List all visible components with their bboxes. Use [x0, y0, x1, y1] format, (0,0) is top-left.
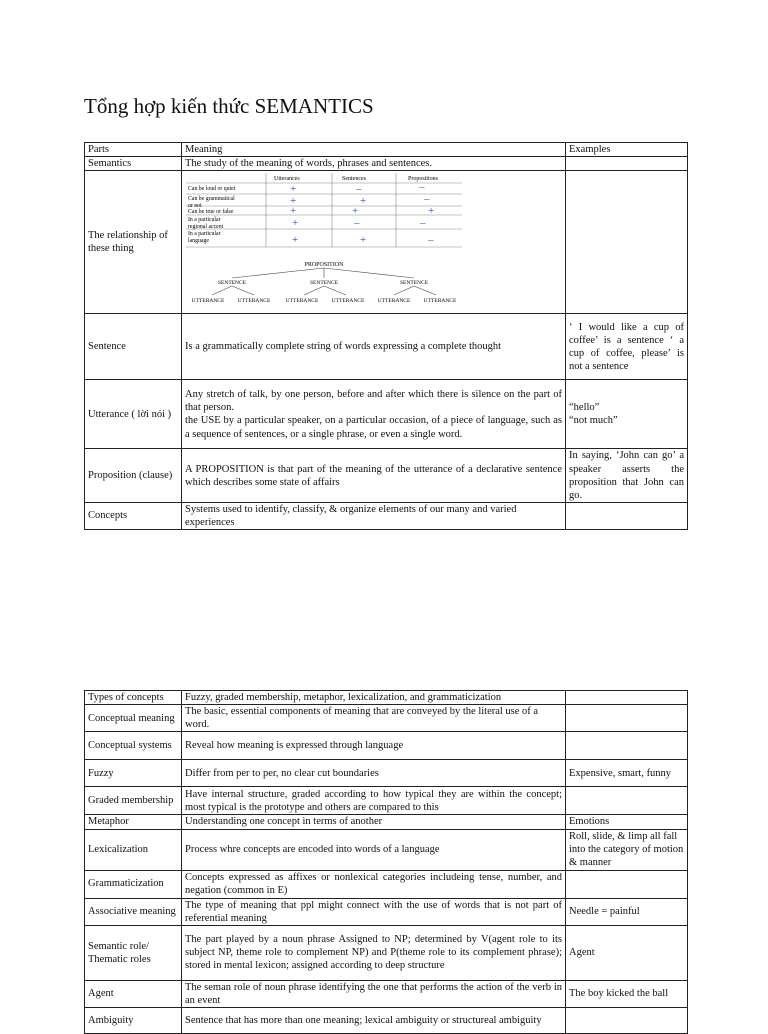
tree-sentence: SENTENCE	[217, 280, 247, 287]
diagram-mark: –	[428, 234, 434, 247]
part-cell: Agent	[85, 980, 182, 1007]
diagram-mark: +	[290, 195, 297, 208]
example-cell: Roll, slide, & limp all fall into the category of motion & manner	[566, 829, 688, 870]
table-row	[85, 314, 688, 380]
table-row	[85, 898, 688, 925]
table-row	[85, 829, 688, 870]
meaning-cell: The part played by a noun phrase Assigned to NP; determined by V(agent role to its subject NP, theme role to complement NP) and P(theme role to its complement phrase); stored in mental lexicon; assigned according to deep structure	[182, 925, 566, 980]
meaning-cell: Fuzzy, graded membership, metaphor, lexicalization, and grammaticization	[182, 691, 566, 705]
tree-utterance: UTTERANCE	[331, 298, 365, 305]
table-row	[85, 691, 688, 705]
example-cell: Agent	[566, 925, 688, 980]
example-cell	[566, 502, 688, 529]
part-cell: Ambiguity	[85, 1008, 182, 1034]
meaning-cell: Differ from per to per, no clear cut boundaries	[182, 760, 566, 787]
meaning-cell: The seman role of noun phrase identifying the one that performs the action of the verb in an event	[182, 980, 566, 1007]
example-line: “hello”	[569, 402, 600, 414]
example-cell: The boy kicked the ball	[566, 980, 688, 1007]
table-row	[85, 732, 688, 760]
semantics-table	[84, 142, 688, 530]
table-row	[85, 502, 688, 529]
table-row	[85, 157, 688, 171]
diagram-mark: –	[354, 217, 360, 230]
meaning-cell: Systems used to identify, classify, & organize elements of our many and varied experiences	[182, 502, 566, 529]
diagram-mark: +	[360, 234, 367, 247]
example-cell	[566, 157, 688, 171]
part-cell: Sentence	[85, 314, 182, 380]
table-row	[85, 1008, 688, 1034]
table-row	[85, 705, 688, 732]
diagram-mark: +	[290, 205, 297, 218]
example-cell: Expensive, smart, funny	[566, 760, 688, 787]
table-row	[85, 815, 688, 829]
example-cell	[566, 691, 688, 705]
tree-sentence: SENTENCE	[399, 280, 429, 287]
meaning-cell: A PROPOSITION is that part of the meaning of the utterance of a declarative sentence which describes some state of affairs	[182, 449, 566, 503]
diagram-mark: +	[428, 205, 435, 218]
meaning-line: Any stretch of talk, by one person, before and after which there is silence on the part of that person.	[185, 389, 562, 414]
part-cell: The relationship of these thing	[85, 171, 182, 314]
part-cell: Graded membership	[85, 787, 182, 815]
diagram-mark: +	[292, 217, 299, 230]
part-cell: Concepts	[85, 502, 182, 529]
table-row	[85, 787, 688, 815]
table-row	[85, 870, 688, 898]
meaning-cell: Is a grammatically complete string of words expressing a complete thought	[182, 314, 566, 380]
example-cell	[566, 1008, 688, 1034]
diagram-mark: +	[292, 234, 299, 247]
header-parts: Parts	[85, 143, 182, 157]
meaning-line: the USE by a particular speaker, on a particular occasion, of a piece of language, such as a sequence of sentences, or a single phrase, or even a single word.	[185, 415, 562, 440]
meaning-cell	[182, 380, 566, 449]
diagram-mark: –	[419, 181, 425, 194]
table-row	[85, 925, 688, 980]
part-cell: Associative meaning	[85, 898, 182, 925]
meaning-cell: Concepts expressed as affixes or nonlexical categories includeing tense, number, and negation (common in E)	[182, 870, 566, 898]
table-row	[85, 380, 688, 449]
tree-utterance: UTTERANCE	[191, 298, 225, 305]
header-meaning: Meaning	[182, 143, 566, 157]
part-cell: Semantic role/ Thematic roles	[85, 925, 182, 980]
meaning-cell: The type of meaning that ppl might connect with the use of words that is not part of referential meaning	[182, 898, 566, 925]
tree-utterance: UTTERANCE	[423, 298, 457, 305]
example-cell: In saying, ‘John can go’ a speaker asserts the proposition that John can go.	[566, 449, 688, 503]
diagram-row-label: In a particular regional accent	[188, 217, 224, 231]
example-cell: Needle = painful	[566, 898, 688, 925]
tree-root: PROPOSITION	[304, 262, 344, 269]
diagram-row-label: Can be grammatical or not	[188, 196, 235, 210]
diagram-mark: +	[360, 195, 367, 208]
relationship-diagram-cell	[182, 171, 566, 314]
example-cell: Emotions	[566, 815, 688, 829]
table-row	[85, 760, 688, 787]
diagram-mark: –	[356, 183, 362, 196]
part-cell: Conceptual meaning	[85, 705, 182, 732]
diagram-mark: –	[420, 217, 426, 230]
part-cell: Semantics	[85, 157, 182, 171]
diagram-mark: +	[352, 205, 359, 218]
example-cell: ‘ I would like a cup of coffee’ is a sentence ‘ a cup of coffee, please’ is not a sentence	[566, 314, 688, 380]
part-cell: Utterance ( lời nói )	[85, 380, 182, 449]
meaning-cell: The study of the meaning of words, phrases and sentences.	[182, 157, 566, 171]
example-cell	[566, 732, 688, 760]
diagram-mark: –	[424, 193, 430, 206]
tree-utterance: UTTERANCE	[285, 298, 319, 305]
example-line: “not much”	[569, 415, 618, 427]
part-cell: Conceptual systems	[85, 732, 182, 760]
table-row	[85, 449, 688, 503]
meaning-cell: Have internal structure, graded according to how typical they are within the concept; most typical is the prototype and others are compared to this	[182, 787, 566, 815]
part-cell: Proposition (clause)	[85, 449, 182, 503]
meaning-cell: The basic, essential components of meaning that are conveyed by the literal use of a word.	[182, 705, 566, 732]
meaning-cell: Sentence that has more than one meaning; lexical ambiguity or structureal ambiguity	[182, 1008, 566, 1034]
part-cell: Grammaticization	[85, 870, 182, 898]
tree-utterance: UTTERANCE	[377, 298, 411, 305]
part-cell: Fuzzy	[85, 760, 182, 787]
part-cell: Lexicalization	[85, 829, 182, 870]
diagram-mark: +	[290, 183, 297, 196]
example-cell	[566, 705, 688, 732]
tree-utterance: UTTERANCE	[237, 298, 271, 305]
concepts-table	[84, 690, 688, 1034]
table-row	[85, 980, 688, 1007]
meaning-cell: Understanding one concept in terms of another	[182, 815, 566, 829]
relationship-diagram	[184, 171, 564, 309]
diagram-row-label: In a particular language	[188, 231, 221, 245]
example-cell	[566, 787, 688, 815]
meaning-cell: Process whre concepts are encoded into words of a language	[182, 829, 566, 870]
page-title: Tổng hợp kiến thức SEMANTICS	[84, 94, 374, 118]
diagram-col-utterances: Utterances	[274, 176, 300, 183]
table-row	[85, 171, 688, 314]
diagram-col-sentences: Sentences	[342, 176, 366, 183]
diagram-row-label: Can be loud or quiet	[188, 186, 236, 193]
header-examples: Examples	[566, 143, 688, 157]
example-cell	[566, 870, 688, 898]
diagram-col-propositions: Propositions	[408, 176, 439, 183]
meaning-cell: Reveal how meaning is expressed through language	[182, 732, 566, 760]
part-cell: Metaphor	[85, 815, 182, 829]
tree-sentence: SENTENCE	[309, 280, 339, 287]
diagram-row-label: Can be true or false	[188, 209, 234, 216]
example-cell	[566, 380, 688, 449]
example-cell	[566, 171, 688, 314]
part-cell: Types of concepts	[85, 691, 182, 705]
table-header-row	[85, 143, 688, 157]
